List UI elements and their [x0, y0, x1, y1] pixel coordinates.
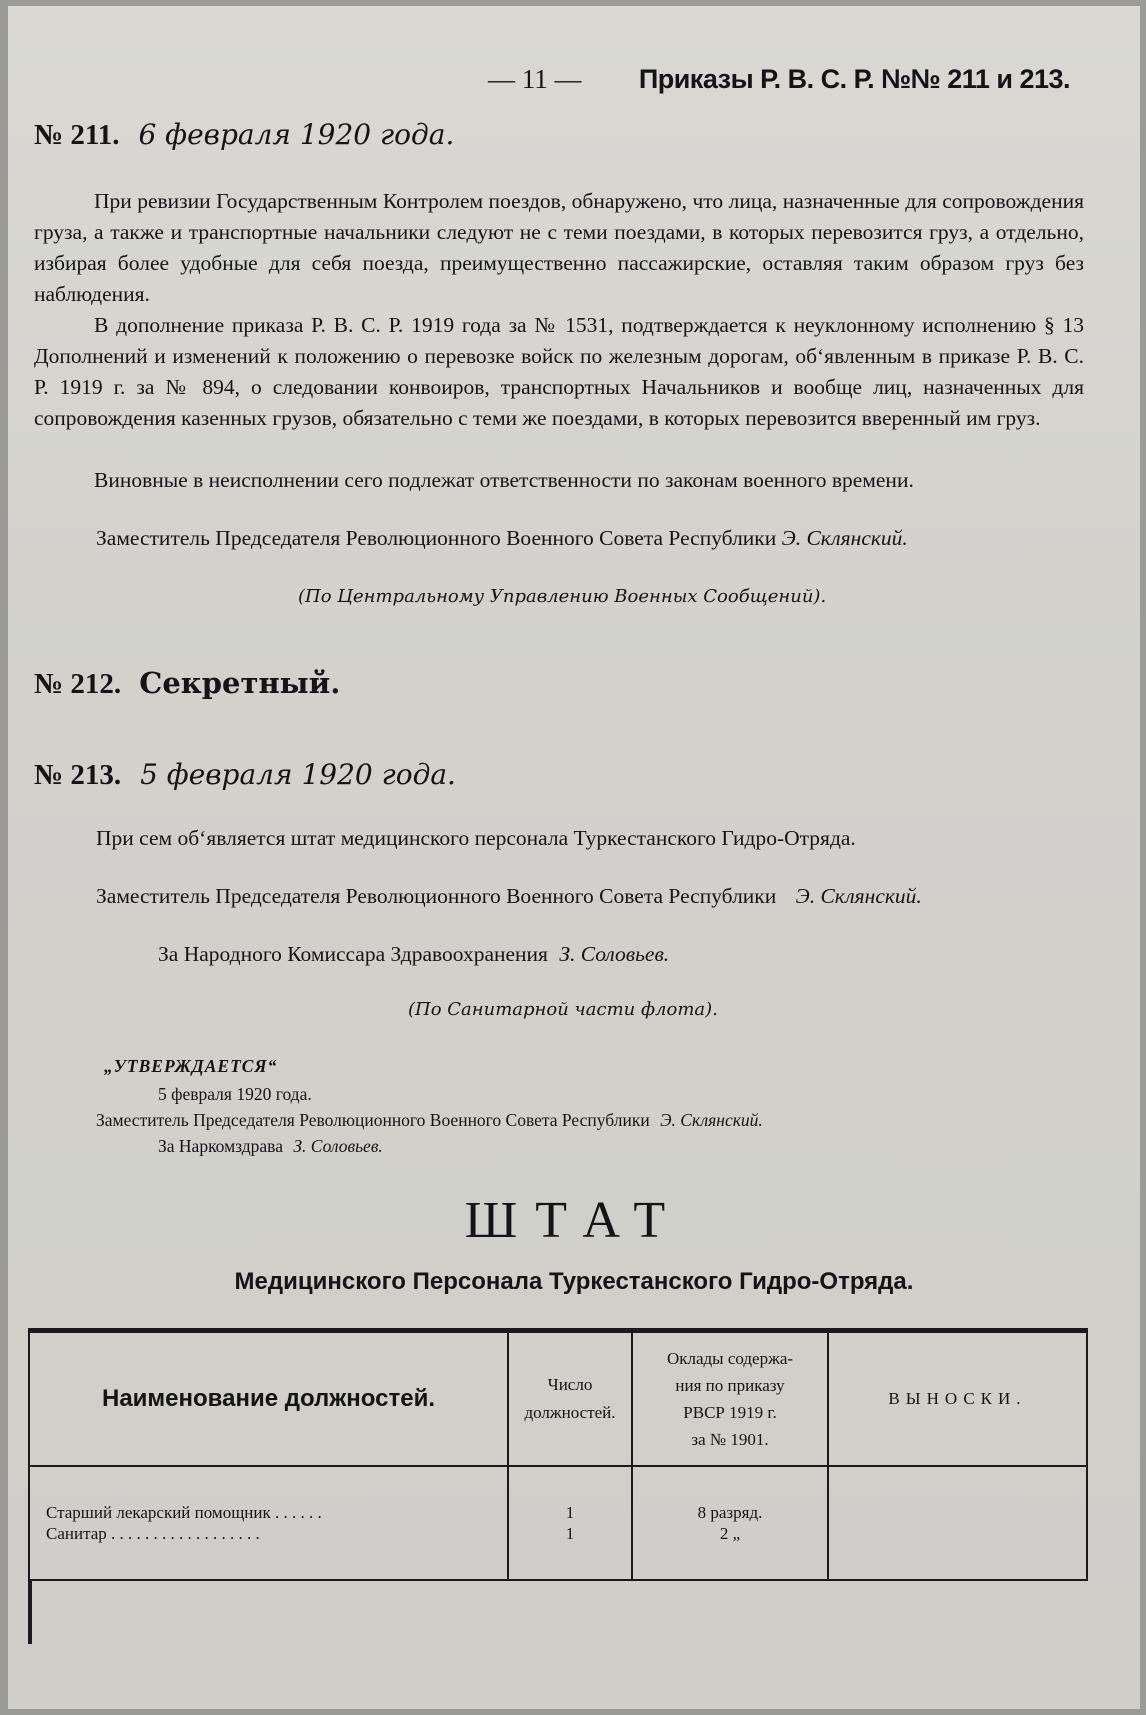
column-notes-header: ВЫНОСКИ. — [828, 1331, 1087, 1467]
column-count-header — [508, 1331, 632, 1467]
table-cell-salaries — [632, 1466, 828, 1580]
approval-line-2-title: За Наркомздрава — [158, 1136, 283, 1156]
row-1-count: 1 — [565, 1503, 575, 1522]
table-left-rule — [28, 1579, 32, 1644]
order-211-paragraph-2: В дополнение приказа Р. В. С. Р. 1919 года за № 1531, подтверждается к неуклонному исполнению § 13 Дополнений и изменений к положению о перевозке войск по железным дорогам, об‘явленным в приказе Р. В. С. Р. 1919 г. за № 894, о следовании конвоиров, транспортных Начальников и вообще лиц, назначенных для сопровождения казенных грузов, обязательно с теми же поездами, в которых перевозится вверенный им груз. — [34, 313, 1084, 430]
column-salary-line-1: Оклады содержа- — [666, 1349, 794, 1368]
order-213-signature-title: Заместитель Председателя Революционного Военного Совета Республики — [96, 884, 777, 908]
order-213-number: № 213. — [34, 759, 122, 791]
row-1-salary: 8 разряд. — [697, 1503, 763, 1522]
approval-line-2-name: З. Соловьев. — [293, 1136, 383, 1156]
table-row — [29, 1466, 1087, 1580]
document-page — [8, 6, 1140, 1709]
order-212-title: Секретный. — [139, 666, 341, 700]
order-211-number: № 211. — [34, 119, 120, 151]
order-213-heading — [34, 758, 456, 792]
staff-title: ШТАТ — [464, 1192, 684, 1249]
order-211-date: 6 февраля 1920 года. — [138, 118, 455, 151]
page-number: — 11 — — [488, 64, 582, 94]
order-213-date: 5 февраля 1920 года. — [140, 758, 456, 791]
approval-line-1-name: Э. Склянский. — [660, 1110, 763, 1130]
order-213-signature-2-title: За Народного Комиссара Здравоохранения — [158, 942, 548, 966]
order-213-signature — [96, 884, 922, 909]
approval-line-1-title: Заместитель Председателя Революционного Военного Совета Республики — [96, 1110, 650, 1130]
running-title: Приказы Р. В. С. Р. №№ 211 и 213. — [638, 64, 1070, 94]
order-211-heading — [34, 118, 454, 152]
order-213-signature-2 — [158, 942, 669, 967]
approval-line-1 — [96, 1110, 763, 1131]
column-salary-line-3: РВСР 1919 г. — [683, 1403, 777, 1422]
order-213-signature-2-name: З. Соловьев. — [559, 942, 670, 966]
table-cell-notes — [828, 1466, 1087, 1580]
column-salary-line-2: ния по приказу — [675, 1376, 785, 1395]
order-213-text: При сем об‘является штат медицинского персонала Туркестанского Гидро-Отряда. — [96, 826, 856, 850]
order-211-paragraph-3: Виновные в неисполнении сего подлежат ответственности по законам военного времени. — [94, 468, 914, 492]
approval-heading: „УТВЕРЖДАЕТСЯ“ — [104, 1056, 278, 1076]
staff-table — [28, 1328, 1088, 1581]
order-211-source: (По Центральному Управлению Военных Сообщений). — [298, 586, 827, 607]
staff-subtitle: Медицинского Персонала Туркестанского Гидро-Отряда. — [234, 1268, 914, 1295]
staff-table-header-row — [29, 1331, 1087, 1467]
column-count-line-2: должностей. — [524, 1403, 616, 1422]
column-name-header: Наименование должностей. — [29, 1331, 508, 1467]
approval-line-2 — [158, 1136, 383, 1157]
order-211-signature-name: Э. Склянский. — [781, 526, 908, 550]
column-salary-header — [632, 1331, 828, 1467]
order-212-number: № 212. — [34, 668, 122, 700]
row-2-salary: 2 „ — [719, 1524, 741, 1543]
column-count-line-1: Число — [547, 1375, 593, 1394]
order-213-signature-name: Э. Склянский. — [795, 884, 922, 908]
table-cell-counts — [508, 1466, 632, 1580]
order-211-paragraph-1: При ревизии Государственным Контролем поездов, обнаружено, что лица, назначенные для сопровождения груза, а также и транспортные начальники следуют не с теми поездами, в которых перевозится груз, а отдельно, избирая более удобные для себя поезда, преимущественно пассажирские, оставляя таким образом груз без наблюдения. — [34, 189, 1084, 306]
column-salary-line-4: за № 1901. — [691, 1430, 769, 1449]
order-212-heading — [34, 666, 340, 701]
row-1-name: Старший лекарский помощник . . . . . . — [46, 1503, 322, 1522]
order-213-source: (По Санитарной части флота). — [408, 999, 718, 1020]
running-head — [8, 64, 1140, 104]
table-cell-names — [29, 1466, 508, 1580]
row-2-name: Санитар . . . . . . . . . . . . . . . . . . — [46, 1524, 260, 1543]
order-211-signature — [96, 526, 908, 551]
approval-date: 5 февраля 1920 года. — [158, 1084, 312, 1104]
row-2-count: 1 — [565, 1524, 575, 1543]
order-211-signature-title: Заместитель Председателя Революционного Военного Совета Республики — [96, 526, 777, 550]
